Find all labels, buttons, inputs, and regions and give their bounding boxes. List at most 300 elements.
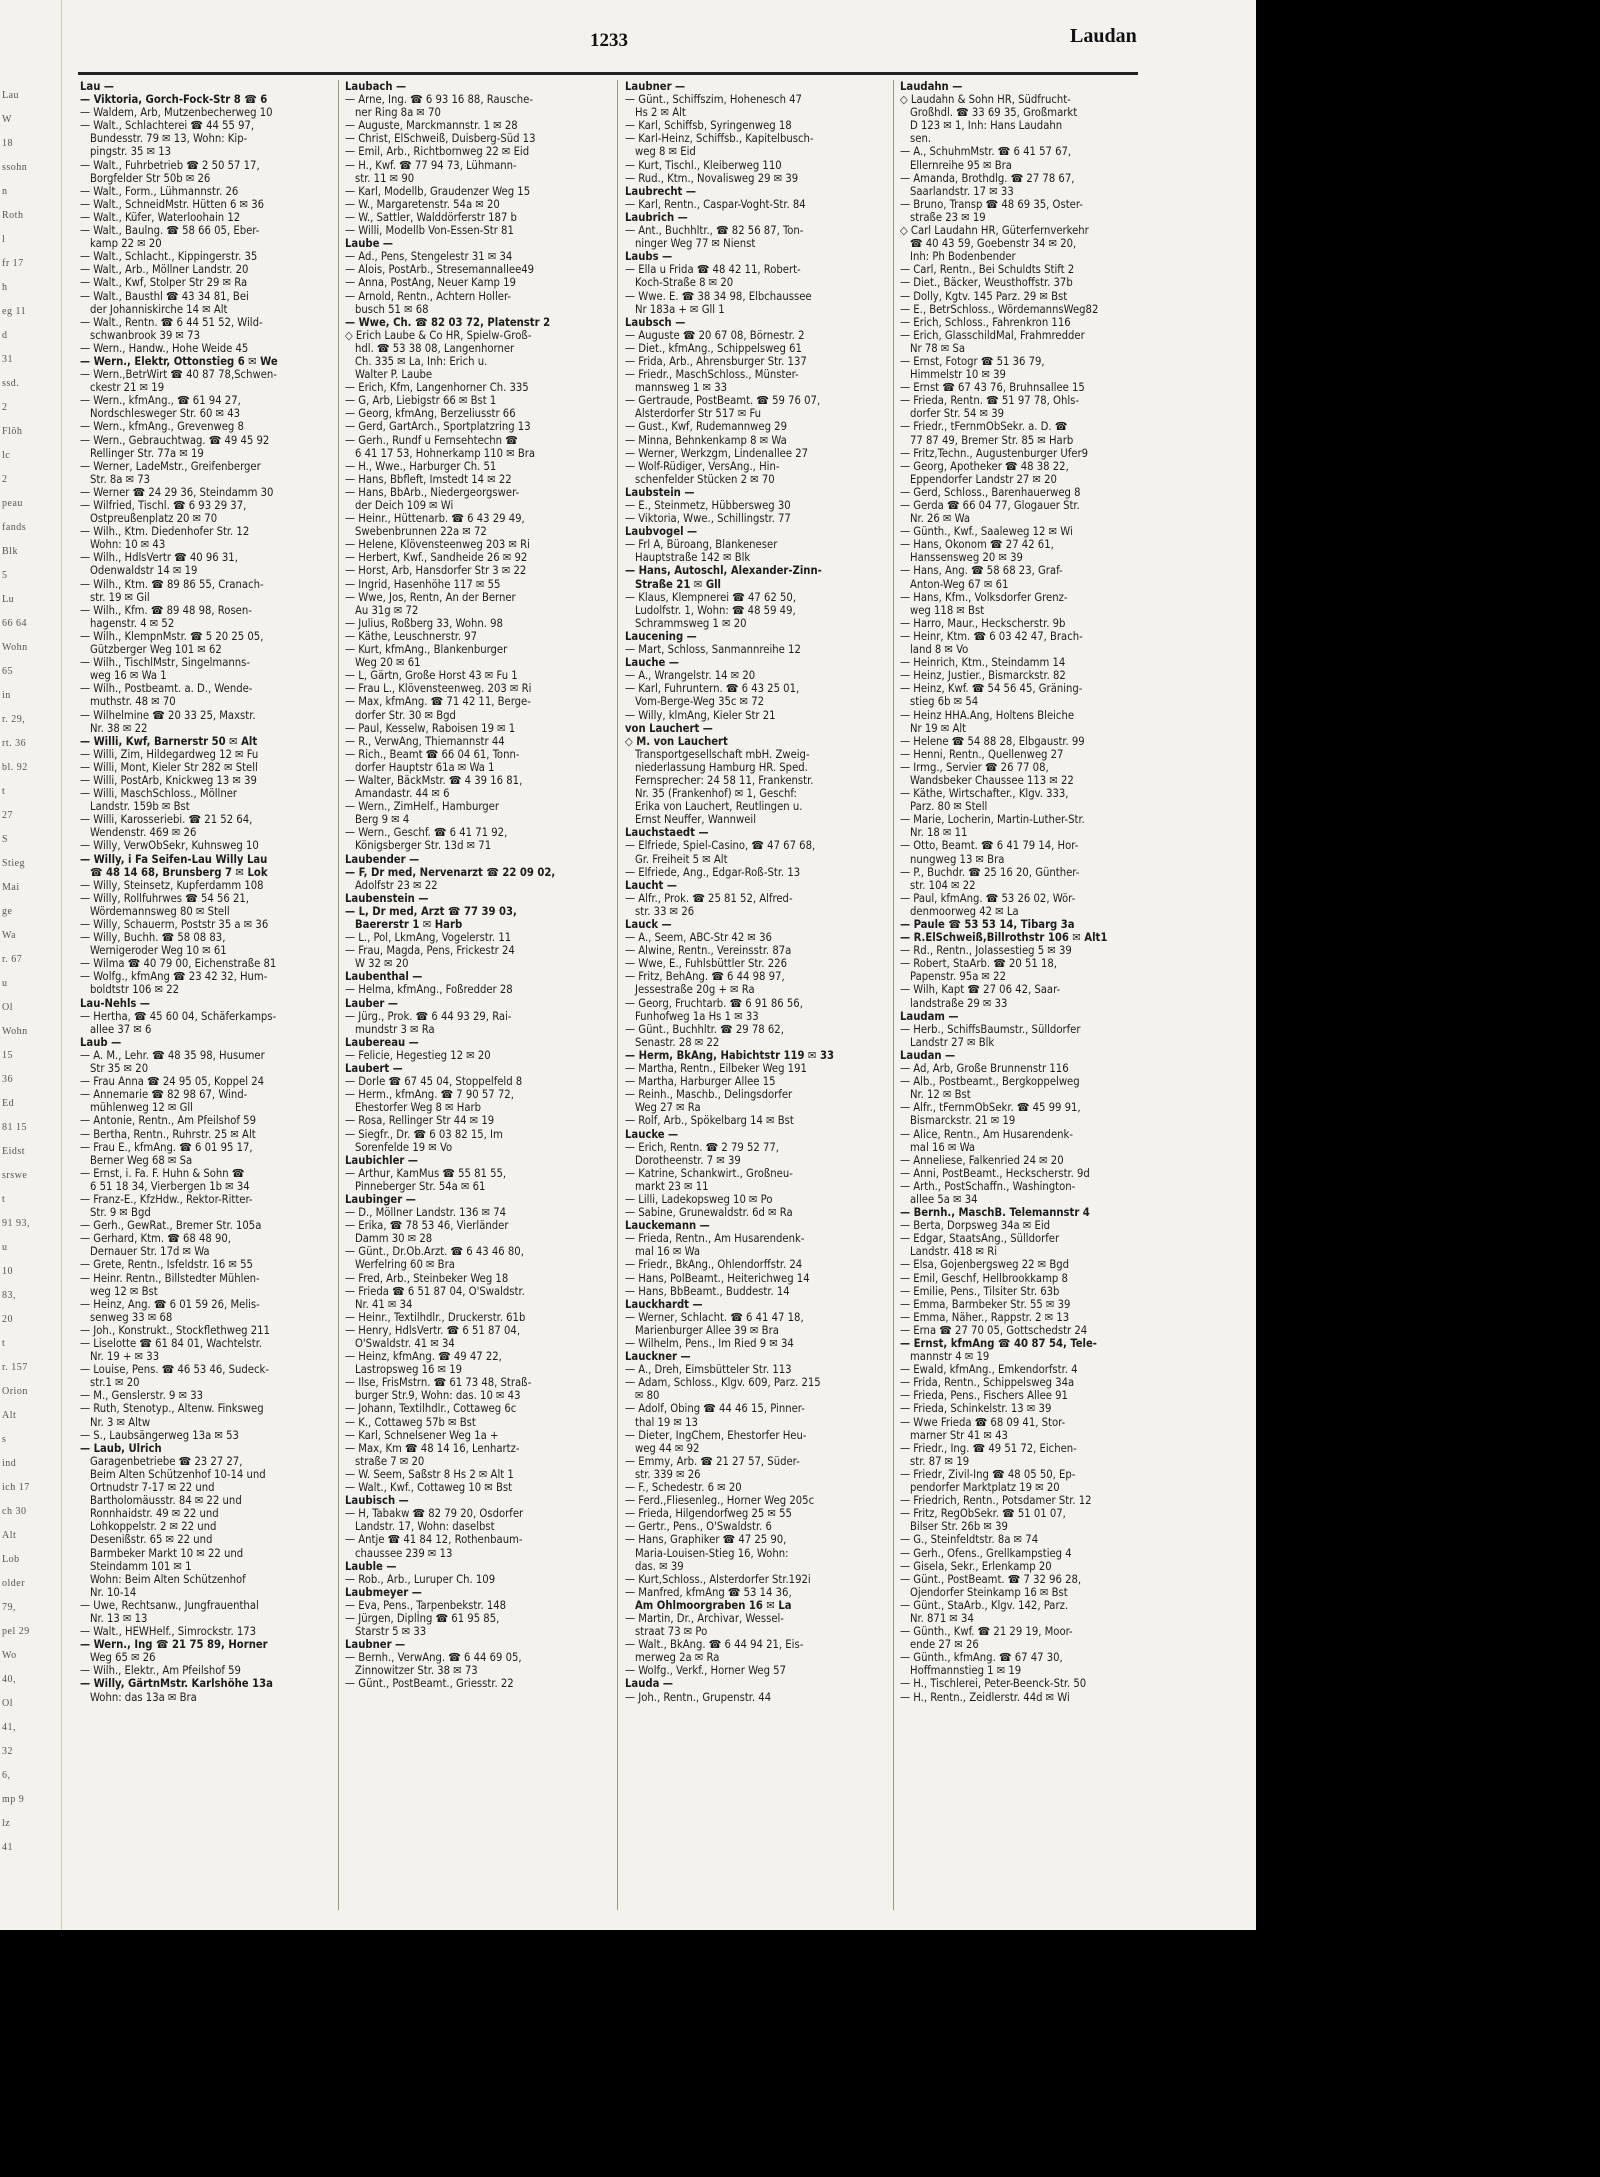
directory-entry-line: str. 339 ✉ 26 <box>635 1467 701 1481</box>
gutter-text-fragment: 83, <box>2 1290 16 1301</box>
directory-entry-line: sen. <box>910 132 932 146</box>
directory-entry-line: — Frau Anna ☎ 24 95 05, Koppel 24 <box>80 1075 265 1089</box>
directory-entry-line: ✉ 80 <box>635 1389 660 1403</box>
directory-entry-line: — Werner, LadeMstr., Greifenberger <box>80 459 261 473</box>
gutter-text-fragment: 31 <box>2 354 13 365</box>
directory-entry-line: Gützberger Weg 101 ✉ 62 <box>90 643 222 657</box>
directory-entry-line: — Max, Km ☎ 48 14 16, Lenhartz- <box>345 1441 520 1455</box>
gutter-text-fragment: lz <box>2 1818 11 1829</box>
directory-entry-line: Laubner — <box>345 1638 406 1652</box>
directory-entry-line: Saarlandstr. 17 ✉ 33 <box>910 184 1014 198</box>
directory-entry-line: — Paule ☎ 53 53 14, Tibarg 3a <box>900 918 1075 931</box>
directory-entry-line: — Adolf, Obing ☎ 44 46 15, Pinner- <box>625 1402 805 1416</box>
directory-entry-line: — Wern., Geschf. ☎ 6 41 71 92, <box>345 826 508 840</box>
gutter-text-fragment: mp 9 <box>2 1794 25 1805</box>
directory-entry-line: — E., Steinmetz, Hübbersweg 30 <box>625 499 791 512</box>
directory-entry-line: Laubsch — <box>625 315 686 329</box>
directory-entry-line: — Günt., StaArb., Klgv. 142, Parz. <box>900 1598 1069 1612</box>
directory-column-1 <box>80 80 330 1910</box>
directory-entry-line: — Joh., Rentn., Grupenstr. 44 <box>625 1690 772 1704</box>
gutter-text-fragment: u <box>2 1242 8 1253</box>
directory-entry-line: — H., Rentn., Zeidlerstr. 44d ✉ Wi <box>900 1690 1070 1704</box>
directory-entry-line: — Horst, Arb, Hansdorfer Str 3 ✉ 22 <box>345 564 527 578</box>
directory-entry-line: — Karl, Rentn., Caspar-Voght-Str. 84 <box>625 197 806 211</box>
directory-entry-line: Am Ohlmoorgraben 16 ✉ La <box>635 1598 792 1612</box>
directory-entry-line: — Wwe. E. ☎ 38 34 98, Elbchaussee <box>625 289 812 303</box>
directory-entry-line: Rellinger Str. 77a ✉ 19 <box>90 446 204 460</box>
gutter-text-fragment: 27 <box>2 810 13 821</box>
directory-entry-line: — Günt., Schiffszim, Hohenesch 47 <box>625 93 802 107</box>
gutter-text-fragment: pel 29 <box>2 1626 30 1637</box>
directory-entry-line: Ortnudstr 7-17 ✉ 22 und <box>90 1481 215 1495</box>
directory-entry-line: Lastropsweg 16 ✉ 19 <box>355 1363 463 1377</box>
directory-entry-line: — Waldem, Arb, Mutzenbecherweg 10 <box>80 106 273 120</box>
directory-entry-line: — A., Wrangelstr. 14 ✉ 20 <box>625 669 756 683</box>
directory-entry-line: thal 19 ✉ 13 <box>635 1415 698 1429</box>
directory-entry-line: niederlassung Hamburg HR. Sped. <box>635 760 808 774</box>
directory-entry-line: — Erna ☎ 27 70 05, Gottschedstr 24 <box>900 1323 1088 1337</box>
directory-entry-line: mal 16 ✉ Wa <box>635 1245 700 1259</box>
directory-entry-line: — Alice, Rentn., Am Husarendenk- <box>900 1127 1073 1141</box>
directory-entry-line: 6 51 18 34, Vierbergen 1b ✉ 34 <box>90 1179 250 1193</box>
directory-entry-line: — Walt., Küfer, Waterloohain 12 <box>80 210 241 224</box>
directory-entry-line: — Auguste, Marckmannstr. 1 ✉ 28 <box>345 119 518 133</box>
directory-entry-line: — R., VerwAng, Thiemannstr 44 <box>345 734 505 748</box>
directory-entry-line: — Kurt, kfmAng., Blankenburger <box>345 643 508 657</box>
directory-entry-line: — Arne, Ing. ☎ 6 93 16 88, Rausche- <box>345 93 533 107</box>
directory-entry-line: pingstr. 35 ✉ 13 <box>90 145 172 159</box>
directory-entry-line: — Robert, StaArb. ☎ 20 51 18, <box>900 957 1058 971</box>
directory-entry-line: — Erich, Schloss., Fahrenkron 116 <box>900 315 1071 329</box>
directory-entry-line: Werfelring 60 ✉ Bra <box>355 1258 455 1272</box>
previous-page-edge <box>0 0 62 1930</box>
directory-entry-line: — Willi, Zim, Hildegardweg 12 ✉ Fu <box>80 747 259 761</box>
directory-entry-line: — Willy, i Fa Seifen-Lau Willy Lau <box>80 852 268 866</box>
directory-entry-line: — Arnold, Rentn., Achtern Holler- <box>345 289 511 303</box>
directory-entry-line: mannsweg 1 ✉ 33 <box>635 381 728 395</box>
directory-entry-line: — Viktoria, Gorch-Fock-Str 8 ☎ 6 <box>80 93 268 107</box>
directory-entry-line: — Annemarie ☎ 82 98 67, Wind- <box>80 1088 248 1102</box>
gutter-text-fragment: 81 15 <box>2 1122 27 1133</box>
directory-entry-line: Ch. 335 ✉ La, Inh: Erich u. <box>355 354 488 368</box>
directory-entry-line: Laubs — <box>625 250 673 264</box>
directory-entry-line: Lauck — <box>625 918 672 931</box>
directory-entry-line: weg 44 ✉ 92 <box>635 1441 700 1455</box>
directory-entry-line: — Klaus, Klempnerei ☎ 47 62 50, <box>625 590 797 604</box>
gutter-text-fragment: Wohn <box>2 1026 28 1037</box>
directory-entry-line: Lau-Nehls — <box>80 996 150 1010</box>
directory-entry-line: Laub — <box>80 1035 122 1049</box>
directory-entry-line: — G., Steinfeldtstr. 8a ✉ 74 <box>900 1533 1039 1547</box>
directory-entry-line: — Wern., Handw., Hohe Weide 45 <box>80 341 249 355</box>
gutter-text-fragment: d <box>2 330 8 341</box>
directory-entry-line: str. 33 ✉ 26 <box>635 904 695 918</box>
directory-entry-line: — Wwe Frieda ☎ 68 09 41, Stor- <box>900 1415 1066 1429</box>
directory-entry-line: Laubstein — <box>625 485 695 499</box>
directory-entry-line: — Wilhelm, Pens., Im Ried 9 ✉ 34 <box>625 1337 794 1350</box>
directory-entry-line: Garagenbetriebe ☎ 23 27 27, <box>90 1454 243 1468</box>
directory-entry-line: schwanbrook 39 ✉ 73 <box>90 328 200 342</box>
directory-entry-line: Ellernreihe 95 ✉ Bra <box>910 158 1012 172</box>
directory-entry-line: Nr. 13 ✉ 13 <box>90 1611 148 1625</box>
directory-entry-line: — Friedr., BkAng., Ohlendorffstr. 24 <box>625 1258 803 1272</box>
directory-entry-line: — Gertr., Pens., O'Swaldstr. 6 <box>625 1520 772 1534</box>
directory-entry-line: — Elfriede, Spiel-Casino, ☎ 47 67 68, <box>625 839 816 853</box>
directory-entry-line: ninger Weg 77 ✉ Nienst <box>635 237 756 251</box>
directory-entry-line: Lauda — <box>625 1677 673 1691</box>
directory-entry-line: boldtstr 106 ✉ 22 <box>90 983 180 997</box>
directory-entry-line: ner Ring 8a ✉ 70 <box>355 106 441 120</box>
directory-entry-line: — Werner ☎ 24 29 36, Steindamm 30 <box>80 485 274 499</box>
gutter-text-fragment: 65 <box>2 666 13 677</box>
gutter-text-fragment: l <box>2 234 6 245</box>
directory-entry-line: — Hans, Kfm., Volksdorfer Grenz- <box>900 590 1068 604</box>
directory-entry-line: — Dieter, IngChem, Ehestorfer Heu- <box>625 1428 807 1442</box>
gutter-text-fragment: Alt <box>2 1410 17 1421</box>
gutter-text-fragment: 6, <box>2 1770 11 1781</box>
directory-entry-line: — Heinz, Justier., Bismarckstr. 82 <box>900 669 1066 683</box>
directory-column-2 <box>345 80 595 1910</box>
directory-entry-line: — Willy, Buchh. ☎ 58 08 83, <box>80 931 226 945</box>
directory-entry-line: — Paul, kfmAng. ☎ 53 26 02, Wör- <box>900 891 1076 905</box>
directory-entry-line: Wohn: das 13a ✉ Bra <box>90 1690 197 1704</box>
directory-entry-line: senweg 33 ✉ 68 <box>90 1310 173 1324</box>
directory-entry-line: Bilser Str. 26b ✉ 39 <box>910 1520 1008 1534</box>
gutter-text-fragment: Ed <box>2 1098 15 1109</box>
directory-entry-line: Nr 19 ✉ Alt <box>910 721 967 735</box>
directory-entry-line: — Alfr., Prok. ☎ 25 81 52, Alfred- <box>625 891 793 905</box>
directory-entry-line: — Wilh., Kfm. ☎ 89 48 98, Rosen- <box>80 603 252 617</box>
directory-entry-line: — Bruno, Transp ☎ 48 69 35, Oster- <box>900 197 1083 211</box>
directory-entry-line: — Elsa, Gojenbergsweg 22 ✉ Bgd <box>900 1258 1070 1272</box>
gutter-text-fragment: Orion <box>2 1386 28 1397</box>
directory-entry-line: — Eva, Pens., Tarpenbekstr. 148 <box>345 1598 507 1612</box>
directory-entry-line: — Frau L., Klövensteenweg. 203 ✉ Ri <box>345 682 532 696</box>
directory-entry-line: — Wilhelmine ☎ 20 33 25, Maxstr. <box>80 708 256 722</box>
gutter-text-fragment: Wa <box>2 930 17 941</box>
directory-entry-line: Ojendorfer Steinkamp 16 ✉ Bst <box>910 1585 1068 1599</box>
directory-entry-line: Koch-Straße 8 ✉ 20 <box>635 276 734 290</box>
directory-entry-line: — Arth., PostSchaffn., Washington- <box>900 1179 1076 1193</box>
directory-entry-line: Nr. 26 ✉ Wa <box>910 512 971 526</box>
directory-entry-line: Laubmeyer — <box>345 1585 422 1599</box>
directory-entry-line: — Ernst, kfmAng ☎ 40 87 54, Tele- <box>900 1337 1097 1350</box>
directory-entry-line: Senastr. 28 ✉ 22 <box>635 1035 720 1049</box>
directory-entry-line: Amandastr. 44 ✉ 6 <box>355 787 450 801</box>
directory-entry-line: str.1 ✉ 20 <box>90 1376 140 1390</box>
directory-entry-line: Nr. 19 + ✉ 33 <box>90 1350 160 1364</box>
directory-entry-line: — Wern., Ing ☎ 21 75 89, Horner <box>80 1638 268 1652</box>
directory-entry-line: ◇ Erich Laube & Co HR, Spielw-Groß- <box>345 328 532 342</box>
gutter-text-fragment: Lob <box>2 1554 20 1565</box>
directory-entry-line: — F., Schedestr. 6 ✉ 20 <box>625 1481 742 1495</box>
directory-entry-line: hagenstr. 4 ✉ 52 <box>90 616 175 630</box>
gutter-text-fragment: n <box>2 186 8 197</box>
directory-entry-line: — Auguste ☎ 20 67 08, Börnestr. 2 <box>625 328 805 342</box>
directory-entry-line: — Emil, Arb., Richtbornweg 22 ✉ Eid <box>345 145 530 159</box>
directory-entry-line: — H., Kwf. ☎ 77 94 73, Lühmann- <box>345 158 517 172</box>
gutter-text-fragment: ch 30 <box>2 1506 27 1517</box>
directory-entry-line: — A., SchuhmMstr. ☎ 6 41 57 67, <box>900 145 1072 159</box>
directory-entry-line: — Uwe, Rechtsanw., Jungfrauenthal <box>80 1598 259 1612</box>
directory-entry-line: — Wilh., Postbeamt. a. D., Wende- <box>80 682 253 696</box>
directory-entry-line: Jessestraße 20g + ✉ Ra <box>635 983 755 997</box>
directory-entry-line: — Frau E., kfmAng. ☎ 6 01 95 17, <box>80 1140 253 1154</box>
directory-entry-line: straße 23 ✉ 19 <box>910 210 986 224</box>
directory-entry-line: Nr. 41 ✉ 34 <box>355 1297 413 1311</box>
directory-entry-line: Dorotheenstr. 7 ✉ 39 <box>635 1153 741 1167</box>
gutter-text-fragment: Lu <box>2 594 15 605</box>
gutter-text-fragment: S <box>2 834 9 845</box>
directory-entry-line: — Günth., Kwf., Saaleweg 12 ✉ Wi <box>900 525 1073 539</box>
gutter-text-fragment: Flöh <box>2 426 23 437</box>
directory-entry-line: Walter P. Laube <box>355 368 433 382</box>
gutter-text-fragment: 36 <box>2 1074 13 1085</box>
directory-entry-line: Lauckner — <box>625 1350 691 1364</box>
gutter-text-fragment: r. 157 <box>2 1362 28 1373</box>
directory-entry-line: — Heinr. Rentn., Billstedter Mühlen- <box>80 1271 260 1285</box>
directory-entry-line: — Alois, PostArb., Stresemannallee49 <box>345 263 535 277</box>
directory-entry-line: kamp 22 ✉ 20 <box>90 237 162 251</box>
directory-entry-line: Nr. 10-14 <box>90 1585 137 1599</box>
directory-entry-line: — Jürgen, Diplİng ☎ 61 95 85, <box>345 1611 500 1625</box>
directory-entry-line: — Georg, Apotheker ☎ 48 38 22, <box>900 459 1069 473</box>
directory-entry-line: — Liselotte ☎ 61 84 01, Wachtelstr. <box>80 1337 263 1350</box>
column-divider <box>338 80 339 1910</box>
directory-entry-line: Au 31g ✉ 72 <box>355 603 419 617</box>
directory-entry-line: — Arthur, KamMus ☎ 55 81 55, <box>345 1166 507 1180</box>
directory-entry-line: Papenstr. 95a ✉ 22 <box>910 970 1006 984</box>
directory-entry-line: — Gertraude, PostBeamt. ☎ 59 76 07, <box>625 394 821 408</box>
directory-entry-line: Nr. 35 (Frankenhof) ✉ 1, Geschf: <box>635 787 797 801</box>
directory-entry-line: Fernsprecher: 24 58 11, Frankenstr. <box>635 773 814 787</box>
scan-background-bottom <box>0 1930 1600 2177</box>
directory-entry-line: Parz. 80 ✉ Stell <box>910 800 988 814</box>
gutter-text-fragment: 66 64 <box>2 618 27 629</box>
directory-entry-line: — Marie, Locherin, Martin-Luther-Str. <box>900 813 1085 827</box>
gutter-text-fragment: bl. 92 <box>2 762 28 773</box>
directory-entry-line: — D., Möllner Landstr. 136 ✉ 74 <box>345 1206 507 1220</box>
directory-entry-line: — H, Tabakw ☎ 82 79 20, Osdorfer <box>345 1507 524 1521</box>
directory-entry-line: — Julius, Roßberg 33, Wohn. 98 <box>345 616 503 630</box>
directory-entry-line: — Hans, BbArb., Niedergeorgswer- <box>345 485 520 499</box>
directory-entry-line: — Anneliese, Falkenried 24 ✉ 20 <box>900 1153 1064 1167</box>
directory-entry-line: Ernst Neuffer, Wannweil <box>635 813 757 827</box>
directory-entry-line: — Manfred, kfmAng ☎ 53 14 36, <box>625 1585 792 1599</box>
directory-entry-line: ☎ 40 43 59, Goebenstr 34 ✉ 20, <box>910 237 1077 251</box>
gutter-text-fragment: Wohn <box>2 642 28 653</box>
gutter-text-fragment: 32 <box>2 1746 13 1757</box>
directory-entry-line: nungweg 13 ✉ Bra <box>910 852 1005 866</box>
directory-entry-line: Laubert — <box>345 1062 403 1076</box>
directory-entry-line: Nr. 12 ✉ Bst <box>910 1088 971 1102</box>
directory-entry-line: — Gerhard, Ktm. ☎ 68 48 90, <box>80 1232 231 1246</box>
directory-entry-line: — Christ, ElSchweiß, Duisberg-Süd 13 <box>345 132 536 146</box>
directory-entry-line: Odenwaldstr 14 ✉ 19 <box>90 564 198 578</box>
directory-entry-line: — Ernst, Fotogr ☎ 51 36 79, <box>900 354 1045 368</box>
directory-entry-line: Landstr. 159b ✉ Bst <box>90 800 190 814</box>
directory-entry-line: — P., Buchdr. ☎ 25 16 20, Günther- <box>900 865 1080 879</box>
directory-entry-line: Landstr 27 ✉ Blk <box>910 1035 995 1049</box>
directory-entry-line: — Friedr., MaschSchloss., Münster- <box>625 368 799 382</box>
gutter-text-fragment: r. 67 <box>2 954 23 965</box>
directory-entry-line: ◇ Laudahn & Sohn HR, Südfrucht- <box>900 93 1071 107</box>
directory-entry-line: — Wilh, Kapt ☎ 27 06 42, Saar- <box>900 983 1061 997</box>
directory-entry-line: — W. Seem, Saßstr 8 Hs 2 ✉ Alt 1 <box>345 1467 514 1481</box>
directory-entry-line: — H., Tischlerei, Peter-Beenck-Str. 50 <box>900 1677 1087 1691</box>
directory-entry-line: — Wern., kfmAng., Grevenweg 8 <box>80 420 244 434</box>
directory-entry-line: Hs 2 ✉ Alt <box>635 106 686 120</box>
directory-entry-line: Erika von Lauchert, Reutlingen u. <box>635 800 803 814</box>
directory-entry-line: Laubrich — <box>625 210 688 224</box>
directory-entry-line: marner Str 41 ✉ 43 <box>910 1428 1008 1442</box>
directory-entry-line: Wohn: 10 ✉ 43 <box>90 538 166 552</box>
directory-entry-line: Laubrecht — <box>625 184 696 198</box>
directory-entry-line: Marienburger Allee 39 ✉ Bra <box>635 1323 779 1337</box>
directory-entry-line: — Willy, VerwObSekr, Kuhnsweg 10 <box>80 839 259 853</box>
directory-entry-line: — Günt., Buchhltr. ☎ 29 78 62, <box>625 1022 784 1036</box>
directory-entry-line: — Frieda ☎ 6 51 87 04, O'Swaldstr. <box>345 1284 525 1298</box>
directory-entry-line: land 8 ✉ Vo <box>910 643 969 657</box>
directory-entry-line: — Wern., Elektr, Ottonstieg 6 ✉ We <box>80 354 278 368</box>
directory-entry-line: W 32 ✉ 20 <box>355 957 409 971</box>
directory-entry-line: — Gerh., Rundf u Fernsehtechn ☎ <box>345 433 518 447</box>
directory-entry-line: — Antje ☎ 41 84 12, Rothenbaum- <box>345 1533 523 1547</box>
directory-entry-line: — Wern., kfmAng., ☎ 61 94 27, <box>80 394 241 408</box>
directory-entry-line: Nr. 38 ✉ 22 <box>90 721 148 735</box>
directory-entry-line: Desenißstr. 65 ✉ 22 und <box>90 1533 213 1547</box>
directory-entry-line: Wendenstr. 469 ✉ 26 <box>90 826 197 840</box>
directory-entry-line: — Anni, PostBeamt., Heckscherstr. 9d <box>900 1166 1090 1180</box>
directory-entry-line: — Walter, BäckMstr. ☎ 4 39 16 81, <box>345 773 523 787</box>
directory-entry-line: — Wolfg., Verkf., Horner Weg 57 <box>625 1664 786 1678</box>
directory-entry-line: Sorenfelde 19 ✉ Vo <box>355 1140 453 1154</box>
gutter-text-fragment: 15 <box>2 1050 13 1061</box>
directory-entry-line: Laudan — <box>900 1048 956 1062</box>
directory-entry-line: — Anna, PostAng, Neuer Kamp 19 <box>345 276 516 290</box>
gutter-text-fragment: t <box>2 1194 6 1205</box>
gutter-text-fragment: ssohn <box>2 162 28 173</box>
directory-entry-line: Wandsbeker Chaussee 113 ✉ 22 <box>910 773 1074 787</box>
directory-entry-line: ckestr 21 ✉ 19 <box>90 381 165 395</box>
gutter-text-fragment: 5 <box>2 570 8 581</box>
directory-entry-line: — Martha, Harburger Allee 15 <box>625 1075 776 1089</box>
directory-entry-line: — Hans, BbBeamt., Buddestr. 14 <box>625 1284 790 1298</box>
directory-entry-line: — Wern., Gebrauchtwag. ☎ 49 45 92 <box>80 433 270 447</box>
directory-entry-line: Laudahn — <box>900 80 963 93</box>
directory-entry-line: — Günt., PostBeamt., Griesstr. 22 <box>345 1677 514 1691</box>
directory-entry-line: der Deich 109 ✉ Wi <box>355 499 454 512</box>
directory-entry-line: — Ant., Buchhltr., ☎ 82 56 87, Ton- <box>625 224 804 238</box>
directory-entry-line: — Werner, Werkzgm, Lindenallee 27 <box>625 446 809 460</box>
directory-entry-line: — Friedr., Ing. ☎ 49 51 72, Eichen- <box>900 1441 1077 1455</box>
directory-entry-line: Transportgesellschaft mbH. Zweig- <box>635 747 810 761</box>
directory-entry-line: — Wern., ZimHelf., Hamburger <box>345 800 500 814</box>
directory-entry-line: Laucht — <box>625 878 677 892</box>
directory-entry-line: str. 104 ✉ 22 <box>910 878 976 892</box>
directory-entry-line: — Siegfr., Dr. ☎ 6 03 82 15, Im <box>345 1127 503 1141</box>
directory-entry-line: denmoorweg 42 ✉ La <box>910 904 1019 918</box>
directory-entry-line: Lauckhardt — <box>625 1297 703 1311</box>
directory-entry-line: Nordschlesweger Str. 60 ✉ 43 <box>90 407 241 421</box>
gutter-text-fragment: Alt <box>2 1530 17 1541</box>
directory-entry-line: 6 41 17 53, Hohnerkamp 110 ✉ Bra <box>355 446 536 460</box>
directory-entry-line: — K., Cottaweg 57b ✉ Bst <box>345 1415 476 1429</box>
directory-entry-line: — Heinr., Hüttenarb. ☎ 6 43 29 49, <box>345 512 525 526</box>
gutter-text-fragment: ge <box>2 906 13 917</box>
directory-entry-line: — Ad, Arb, Große Brunnenstr 116 <box>900 1062 1069 1076</box>
directory-entry-line: — Gerda ☎ 66 04 77, Glogauer Str. <box>900 499 1080 512</box>
gutter-text-fragment: ich 17 <box>2 1482 30 1493</box>
directory-entry-line: — Felicie, Hegestieg 12 ✉ 20 <box>345 1048 491 1062</box>
directory-entry-line: — Ingrid, Hasenhöhe 117 ✉ 55 <box>345 577 501 591</box>
directory-entry-line: — Frieda, Hilgendorfweg 25 ✉ 55 <box>625 1507 792 1521</box>
directory-entry-line: Wohn: Beim Alten Schützenhof <box>90 1572 246 1586</box>
directory-entry-line: — Heinr, Ktm. ☎ 6 03 42 47, Brach- <box>900 629 1083 643</box>
directory-entry-line: — Amanda, Brothdlg. ☎ 27 78 67, <box>900 171 1075 185</box>
directory-entry-line: — Helma, kfmAng., Foßredder 28 <box>345 983 513 997</box>
directory-entry-line: — Walt., Kwf., Cottaweg 10 ✉ Bst <box>345 1481 513 1495</box>
directory-entry-line: — Günth., kfmAng. ☎ 67 47 30, <box>900 1651 1063 1665</box>
directory-entry-line: landstraße 29 ✉ 33 <box>910 996 1008 1010</box>
directory-entry-line: Eppendorfer Landstr 27 ✉ 20 <box>910 472 1057 486</box>
directory-entry-line: — Harro, Maur., Heckscherstr. 9b <box>900 616 1066 630</box>
directory-entry-line: Swebenbrunnen 22a ✉ 72 <box>355 525 487 539</box>
directory-entry-line: Ostpreußenplatz 20 ✉ 70 <box>90 512 218 526</box>
directory-entry-line: Starstr 5 ✉ 33 <box>355 1625 427 1639</box>
directory-entry-line: schenfelder Stücken 2 ✉ 70 <box>635 472 775 486</box>
directory-entry-line: — Helene, Klövensteenweg 203 ✉ Ri <box>345 538 530 552</box>
directory-entry-line: weg 16 ✉ Wa 1 <box>90 669 167 683</box>
directory-entry-line: Vom-Berge-Weg 35c ✉ 72 <box>635 695 765 709</box>
directory-entry-line: Bundesstr. 79 ✉ 13, Wohn: Kip- <box>90 132 248 146</box>
directory-entry-line: — Bernh., VerwAng. ☎ 6 44 69 05, <box>345 1651 522 1665</box>
gutter-text-fragment: 2 <box>2 474 8 485</box>
directory-entry-line: — Rd., Rentn., Jolassestieg 5 ✉ 39 <box>900 944 1072 958</box>
directory-entry-line: Beim Alten Schützenhof 10-14 und <box>90 1467 266 1481</box>
page-number: 1233 <box>590 30 628 51</box>
gutter-text-fragment: peau <box>2 498 23 509</box>
directory-entry-line: — Bertha, Rentn., Ruhrstr. 25 ✉ Alt <box>80 1127 256 1141</box>
directory-entry-line: — Rich., Beamt ☎ 66 04 61, Tonn- <box>345 747 520 761</box>
directory-entry-line: — Walt., Arb., Möllner Landstr. 20 <box>80 263 249 277</box>
gutter-text-fragment: srswe <box>2 1170 28 1181</box>
directory-entry-line: — Wilh., HdlsVertr ☎ 40 96 31, <box>80 551 238 565</box>
directory-entry-line: Nr 183a + ✉ Gll 1 <box>635 302 725 316</box>
directory-entry-line: — Henni, Rentn., Quellenweg 27 <box>900 747 1064 761</box>
gutter-text-fragment: u <box>2 978 8 989</box>
directory-entry-line: — Karl, Schiffsb, Syringenweg 18 <box>625 119 792 133</box>
directory-entry-line: — Wwe, Ch. ☎ 82 03 72, Platenstr 2 <box>345 315 551 329</box>
directory-entry-line: — Antonie, Rentn., Am Pfeilshof 59 <box>80 1114 256 1128</box>
directory-entry-line: chaussee 239 ✉ 13 <box>355 1546 453 1560</box>
directory-entry-line: — Friedr., tFernmObSekr. a. D. ☎ <box>900 420 1068 434</box>
directory-entry-line: Lohkoppelstr. 2 ✉ 22 und <box>90 1520 217 1534</box>
directory-entry-line: Hoffmannstieg 1 ✉ 19 <box>910 1664 1022 1678</box>
directory-entry-line: dorfer Str. 54 ✉ 39 <box>910 407 1005 421</box>
directory-entry-line: — Emma, Näher., Rappstr. 2 ✉ 13 <box>900 1310 1070 1324</box>
directory-entry-line: — Wilh., TischlMstr, Singelmanns- <box>80 656 251 670</box>
directory-entry-line: — Karl-Heinz, Schiffsb., Kapitelbusch- <box>625 132 814 146</box>
gutter-text-fragment: eg 11 <box>2 306 27 317</box>
directory-entry-line: weg 12 ✉ Bst <box>90 1284 158 1298</box>
directory-entry-line: — S., Laubsängerweg 13a ✉ 53 <box>80 1428 239 1442</box>
directory-entry-line: — Fritz,Techn., Augustenburger Ufer9 <box>900 446 1088 460</box>
directory-entry-line: — Wilma ☎ 40 79 00, Eichenstraße 81 <box>80 957 277 971</box>
gutter-text-fragment: h <box>2 282 8 293</box>
directory-entry-line: Lauble — <box>345 1559 397 1573</box>
directory-entry-line: — Erich, Rentn. ☎ 2 79 52 77, <box>625 1140 779 1154</box>
